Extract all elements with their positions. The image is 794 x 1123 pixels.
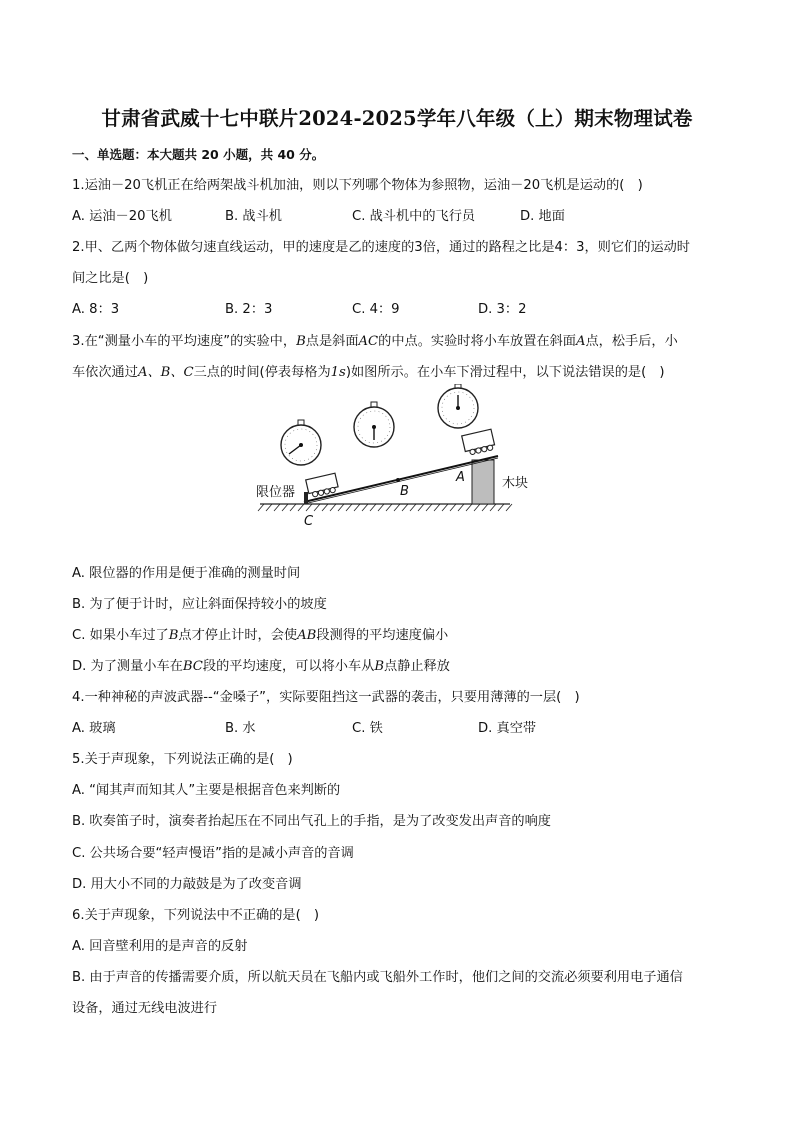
limiter xyxy=(304,492,308,504)
q3d-text: 点静止释放 xyxy=(384,659,450,674)
question-1-option-c: C. 战斗机中的飞行员 xyxy=(352,209,476,224)
question-5-stem: 5.关于声现象，下列说法正确的是( ) xyxy=(72,752,293,767)
q3d-text: 段的平均速度，可以将小车从 xyxy=(202,659,375,674)
question-6-stem: 6.关于声现象，下列说法中不正确的是( ) xyxy=(72,908,320,923)
q3c-symbol: B xyxy=(168,628,179,643)
question-3-option-d xyxy=(72,658,450,676)
q3-symbol: 1s xyxy=(330,365,346,380)
q3-symbol: AC xyxy=(358,334,379,349)
point-b-dot xyxy=(396,478,400,482)
q3-text: 点，松手后，小 xyxy=(585,334,678,349)
q3d-text: D. 为了测量小车在 xyxy=(72,659,183,674)
label-point-a: A xyxy=(456,470,465,485)
q3c-text: 段测得的平均速度偏小 xyxy=(316,628,449,643)
question-5-option-a: A. “闻其声而知其人”主要是根据音色来判断的 xyxy=(72,783,341,798)
ground-hatching xyxy=(258,504,512,511)
q3-symbol: A、B、C xyxy=(137,365,194,380)
question-4-option-d: D. 真空带 xyxy=(478,721,537,736)
question-2-option-c: C. 4：9 xyxy=(352,302,400,317)
label-wooden-block: 木块 xyxy=(502,476,529,491)
stopwatch-b xyxy=(354,402,394,447)
question-6-option-b-line2: 设备，通过无线电波进行 xyxy=(72,1001,218,1016)
question-1-option-a: A. 运油－20飞机 xyxy=(72,209,172,224)
label-point-b: B xyxy=(400,484,409,499)
question-3-option-c xyxy=(72,627,448,645)
q3c-text: 点才停止计时，会使 xyxy=(178,628,298,643)
q3d-symbol: BC xyxy=(182,659,203,674)
q3-text: 点是斜面 xyxy=(305,334,359,349)
q3-text: 三点的时间(停表每格为 xyxy=(193,365,331,380)
question-5-option-b: B. 吹奏笛子时，演奏者抬起压在不同出气孔上的手指，是为了改变发出声音的响度 xyxy=(72,814,551,829)
q3-text: 3.在“测量小车的平均速度”的实验中， xyxy=(72,334,297,349)
question-4-stem: 4.一种神秘的声波武器--“金嗓子”，实际要阻挡这一武器的袭击，只要用薄薄的一层( ) xyxy=(72,690,580,705)
question-3-stem-line2 xyxy=(72,364,665,382)
question-3-option-a: A. 限位器的作用是便于准确的测量时间 xyxy=(72,566,301,581)
question-6-option-a: A. 回音壁利用的是声音的反射 xyxy=(72,939,248,954)
question-2-stem-line2: 间之比是( ) xyxy=(72,271,149,286)
q3c-symbol: AB xyxy=(297,628,317,643)
wooden-block xyxy=(472,460,494,504)
question-2-option-a: A. 8：3 xyxy=(72,302,120,317)
question-2-stem-line1: 2.甲、乙两个物体做匀速直线运动，甲的速度是乙的速度的3倍，通过的路程之比是4：3，则它们的运动时 xyxy=(72,240,690,255)
q3d-symbol: B xyxy=(374,659,385,674)
page-title: 甘肃省武威十七中联片2024-2025学年八年级（上）期末物理试卷 xyxy=(101,107,693,130)
question-3-option-b: B. 为了便于计时，应让斜面保持较小的坡度 xyxy=(72,597,327,612)
label-point-c: C xyxy=(304,514,314,529)
q3c-text: C. 如果小车过了 xyxy=(72,628,169,643)
question-3-stem-line1 xyxy=(72,333,678,351)
question-5-option-d: D. 用大小不同的力敲鼓是为了改变音调 xyxy=(72,877,302,892)
question-1-option-b: B. 战斗机 xyxy=(225,209,282,224)
stopwatch-c xyxy=(281,420,321,465)
label-limiter: 限位器 xyxy=(256,485,296,500)
stopwatch-a xyxy=(438,384,478,428)
q3-symbol: B xyxy=(296,334,306,349)
question-2-option-b: B. 2：3 xyxy=(225,302,273,317)
question-4-option-b: B. 水 xyxy=(225,721,256,736)
q3-text: 的中点。实验时将小车放置在斜面 xyxy=(378,334,576,349)
question-1-stem: 1.运油－20飞机正在给两架战斗机加油，则以下列哪个物体为参照物，运油－20飞机是运动的( ) xyxy=(72,178,643,193)
question-6-option-b-line1: B. 由于声音的传播需要介质，所以航天员在飞船内或飞船外工作时，他们之间的交流必须要利用电子通信 xyxy=(72,970,683,985)
q3-symbol: A xyxy=(575,334,586,349)
question-5-option-c: C. 公共场合要“轻声慢语”指的是减小声音的音调 xyxy=(72,846,354,861)
question-2-option-d: D. 3：2 xyxy=(478,302,527,317)
cart-at-a xyxy=(462,429,496,456)
question-4-option-c: C. 铁 xyxy=(352,721,383,736)
q3-text: 车依次通过 xyxy=(72,365,138,380)
incline-figure xyxy=(240,384,530,534)
question-4-option-a: A. 玻璃 xyxy=(72,721,116,736)
question-1-option-d: D. 地面 xyxy=(520,209,565,224)
q3-text: )如图所示。在小车下滑过程中，以下说法错误的是( ) xyxy=(345,365,665,380)
section-header: 一、单选题：本大题共 20 小题，共 40 分。 xyxy=(72,147,325,162)
